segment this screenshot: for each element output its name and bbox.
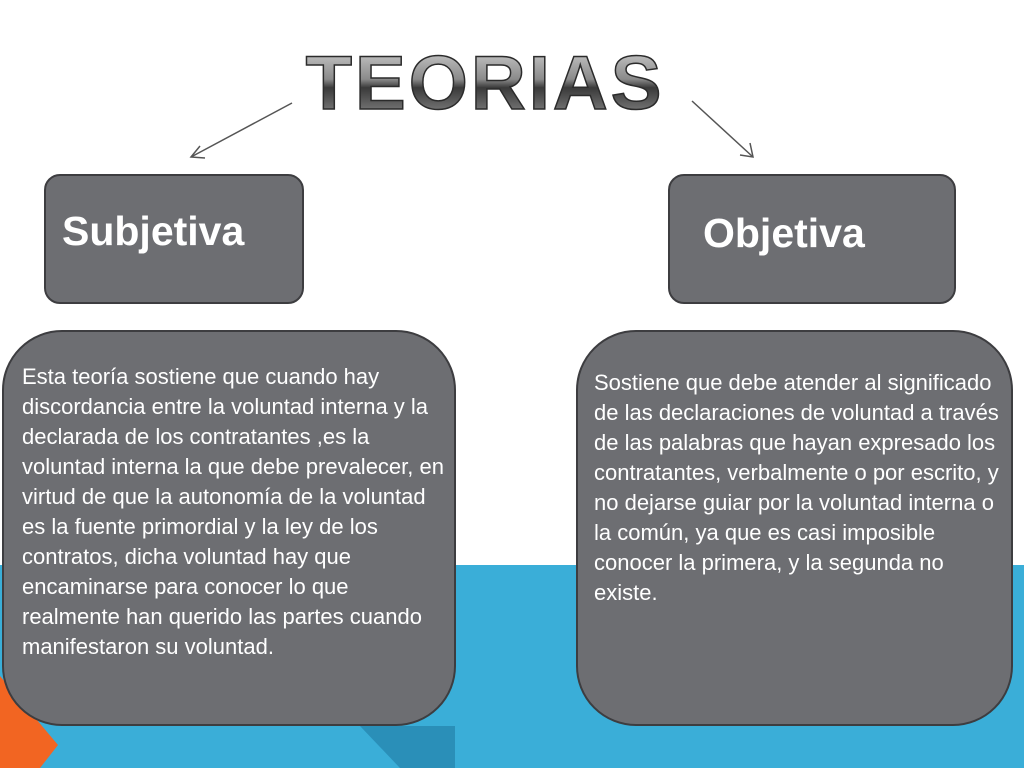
slide-title bbox=[300, 36, 670, 126]
heading-box-subjetiva bbox=[44, 174, 304, 304]
heading-box-objetiva bbox=[668, 174, 956, 304]
description-objetiva: Sostiene que debe atender al significado de las declaraciones de voluntad a través de las palabras que hayan expresado los contratantes, verbalmente o por escrito, y no dejarse guiar por la voluntad interna o la común, ya que es casi imposible conocer la primera, y la segunda no existe. bbox=[594, 370, 999, 605]
description-subjetiva: Esta teoría sostiene que cuando hay discordancia entre la voluntad interna y la declarada de los contratantes ,es la voluntad interna la que debe prevalecer, en virtud de que la autonomía de la voluntad es la fuente primordial y la ley de los contratos, dicha voluntad hay que encaminarse para conocer lo que realmente han querido las partes cuando manifestaron su voluntad. bbox=[22, 364, 444, 659]
description-box-subjetiva bbox=[2, 330, 456, 726]
arrow-left-icon bbox=[191, 103, 292, 158]
description-box-objetiva bbox=[576, 330, 1013, 726]
heading-subjetiva: Subjetiva bbox=[62, 208, 245, 254]
slide-title-text: TEORIAS bbox=[305, 41, 665, 126]
heading-objetiva: Objetiva bbox=[703, 210, 865, 256]
arrow-right-icon bbox=[692, 101, 753, 157]
